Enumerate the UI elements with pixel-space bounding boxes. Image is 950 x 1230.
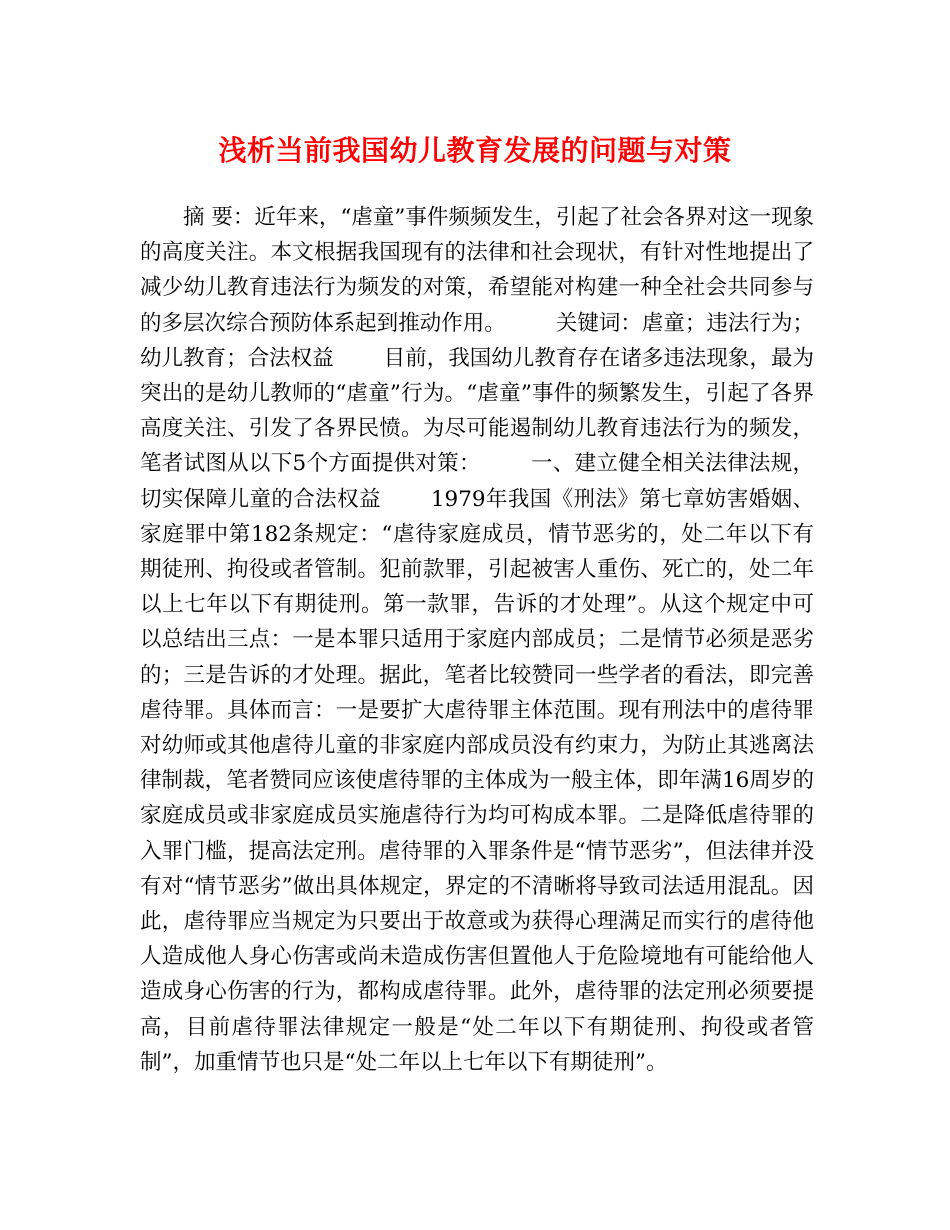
section-heading-1: 一、建立健全相关法律法规，切实保障儿童的合法权益 <box>140 451 814 512</box>
section-1-paragraph: 1979年我国《刑法》第七章妨害婚姻、家庭罪中第182条规定：“虐待家庭成员，情节恶劣的，处二年以下有期徒刑、拘役或者管制。犯前款罪，引起被害人重伤、死亡的，处二年以上七年以下有期徒刑。第一款罪，告诉的才处理”。从这个规定中可以总结出三点：一是本罪只适用于家庭内部成员；二是情节必须是恶劣的；三是告诉的才处理。据此，笔者比较赞同一些学者的看法，即完善虐待罪。具体而言：一是要扩大虐待罪主体范围。现有刑法中的虐待罪对幼师或其他虐待儿童的非家庭内部成员没有约束力，为防止其逃离法律制裁，笔者赞同应该使虐待罪的主体成为一般主体，即年满16周岁的家庭成员或非家庭成员实施虐待行为均可构成本罪。二是降低虐待罪的入罪门槛，提高法定刑。虐待罪的入罪条件是“情节恶劣”，但法律并没有对“情节恶劣”做出具体规定，界定的不清晰将导致司法适用混乱。因此，虐待罪应当规定为只要出于故意或为获得心理满足而实行的虐待他人造成他人身心伤害或尚未造成伤害但置他人于危险境地有可能给他人造成身心伤害的行为，都构成虐待罪。此外，虐待罪的法定刑必须要提高，目前虐待罪法律规定一般是“处二年以下有期徒刑、拘役或者管制”，加重情节也只是“处二年以上七年以下有期徒刑”。 <box>140 486 814 1075</box>
keywords-text: 关键词：虐童；违法行为；幼儿教育；合法权益 <box>140 310 814 371</box>
intro-paragraph: 目前，我国幼儿教育存在诸多违法现象，最为突出的是幼儿教师的“虐童”行为。“虐童”事件的频繁发生，引起了各界高度关注、引发了各界民愤。为尽可能遏制幼儿教育违法行为的频发，笔者试图从以下5个方面提供对策： <box>140 345 814 477</box>
document-title: 浅析当前我国幼儿教育发展的问题与对策 <box>218 134 732 167</box>
document-body <box>140 200 814 1080</box>
abstract-text: 摘 要：近年来，“虐童”事件频频发生，引起了社会各界对这一现象的高度关注。本文根据我国现有的法律和社会现状，有针对性地提出了减少幼儿教育违法行为频发的对策，希望能对构建一种全社会共同参与的多层次综合预防体系起到推动作用。 <box>140 205 814 336</box>
